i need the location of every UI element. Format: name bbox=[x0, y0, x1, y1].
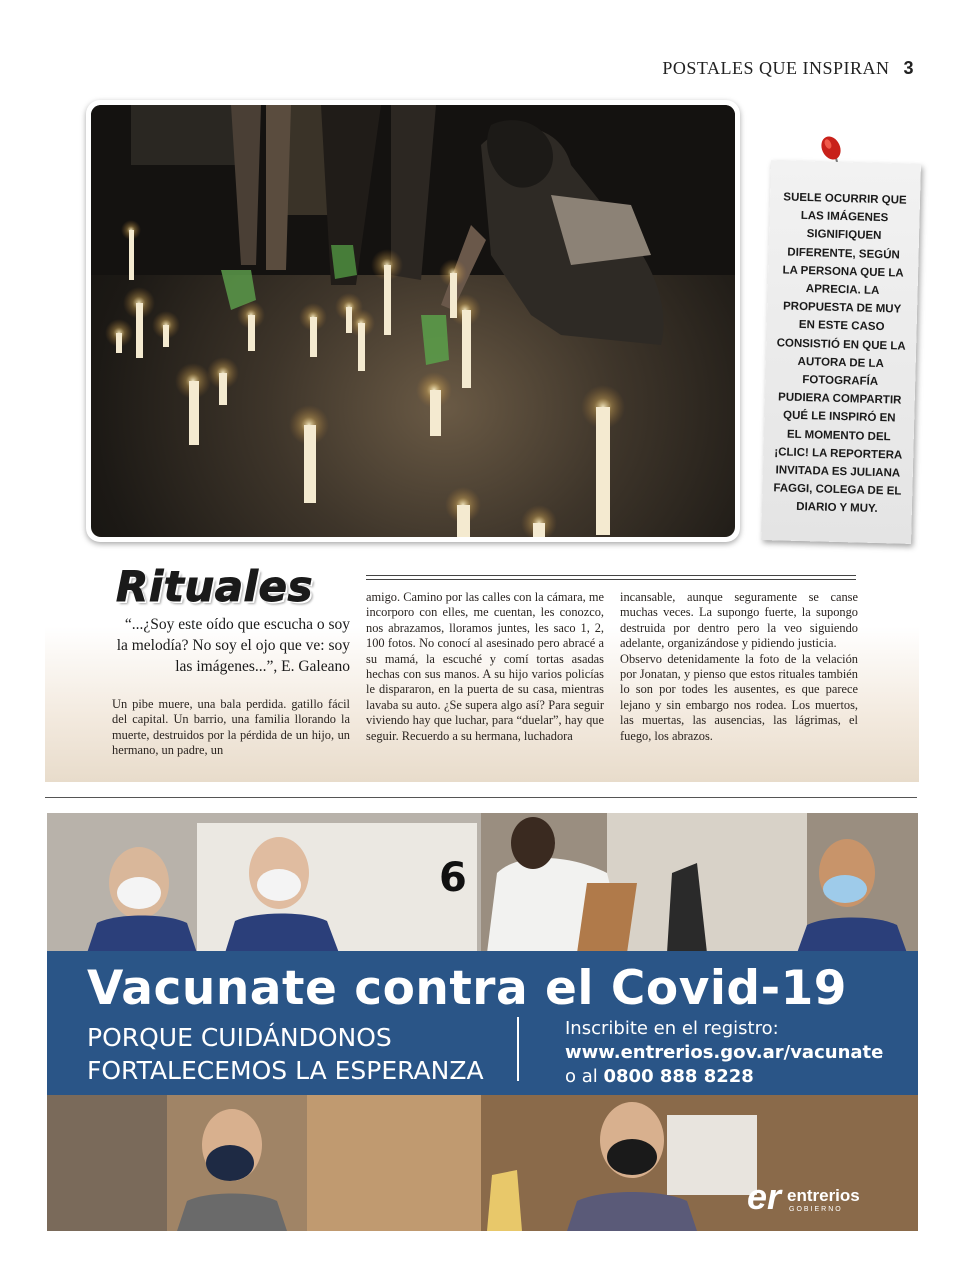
ad-slogan-line-2: FORTALECEMOS LA ESPERANZA bbox=[87, 1056, 484, 1085]
ad-register-url: www.entrerios.gov.ar/vacunate bbox=[565, 1042, 884, 1063]
booth-number: 6 bbox=[439, 855, 467, 901]
ad-phone-prefix: o al bbox=[565, 1066, 598, 1087]
ad-phone-number: 0800 888 8228 bbox=[603, 1066, 754, 1087]
ad-slogan bbox=[87, 1021, 484, 1087]
column-rule-bottom bbox=[366, 579, 856, 580]
entrerios-gobierno: GOBIERNO bbox=[789, 1206, 843, 1213]
vaccination-ad bbox=[47, 813, 918, 1231]
main-photo-frame bbox=[86, 100, 740, 542]
candle-vigil-photo bbox=[91, 105, 735, 537]
ad-bottom-photo bbox=[47, 1095, 918, 1231]
editor-note bbox=[761, 160, 921, 544]
column-rule-top bbox=[366, 575, 856, 576]
article-column-3-paragraph-1: incansable, aunque seguramente se canse muchas veces. La supongo fuerte, la supongo destruida por dentro pero la veo siguiendo adelante, organizándose y pidiendo justicia. bbox=[620, 590, 858, 651]
entrerios-mark: er bbox=[747, 1176, 782, 1217]
ad-register-label: Inscribite en el registro: bbox=[565, 1018, 779, 1039]
article-title: Rituales bbox=[116, 562, 313, 611]
ad-divider bbox=[517, 1017, 519, 1081]
photo-scene bbox=[91, 105, 735, 537]
ad-banner bbox=[47, 951, 918, 1095]
ad-top-photo bbox=[47, 813, 918, 953]
page-header bbox=[662, 58, 914, 79]
ad-headline: Vacunate contra el Covid-19 bbox=[87, 961, 847, 1016]
editor-note-text: SUELE OCURRIR QUE LAS IMÁGENES SIGNIFIQUEN DIFERENTE, SEGÚN LA PERSONA QUE LA APRECIA. LA PROPUESTA DE MUY EN ESTE CASO CONSISTIÓ EN QUE LA AUTORA DE LA FOTOGRAFÍA PUDIERA COMPARTIR QUÉ LE INSPIRÓ EN EL MOMENTO DEL ¡CLIC! LA REPORTERA INVITADA ES JULIANA FAGGI, COLEGA DE EL DIARIO Y MUY. bbox=[773, 191, 907, 516]
article-column-2: amigo. Camino por las calles con la cámara, me incorporo con elles, me cuentan, les conozco, nos abrazamos, lloramos juntes, les saco 1, 2, 100 fotos. No conocí al asesinado pero abracé a su mamá, la escuché y comí tortas asadas hechas con sus manos. A su hijo varios policías le dispararon, en la puerta de su casa, mientras lavaba su auto. ¿Se supera algo así? Para seguir viviendo hay que luchar, para “duelar”, hay que seguir. Recuerdo a su hermana, luchadora bbox=[366, 590, 604, 743]
ad-registration-info bbox=[565, 1017, 883, 1089]
ad-slogan-line-1: PORQUE CUIDÁNDONOS bbox=[87, 1023, 392, 1052]
page-number: 3 bbox=[903, 58, 914, 78]
article-column-3 bbox=[620, 590, 858, 744]
article-column-3-paragraph-2: Observo detenidamente la foto de la velación por Jonatan, y pienso que estos rituales también lo son por todes les ausentes, es que parece lejano y sin embargo nos rodea. Los muertos, las muertas, las ausencias, las lágrimas, el fuego, los abrazos. bbox=[620, 651, 858, 743]
article-epigraph: “...¿Soy este oído que escucha o soy la melodía? No soy el ojo que ve: soy las imágenes...”, E. Galeano bbox=[116, 616, 350, 675]
page-divider bbox=[45, 797, 917, 798]
entrerios-name: entrerios bbox=[787, 1186, 860, 1205]
article-column-1: Un pibe muere, una bala perdida. gatillo fácil del capital. Un barrio, una familia llorando la muerte, destruidos por la pérdida de un hijo, un hermano, un padre, un bbox=[112, 697, 350, 758]
section-title: POSTALES QUE INSPIRAN bbox=[662, 58, 890, 78]
